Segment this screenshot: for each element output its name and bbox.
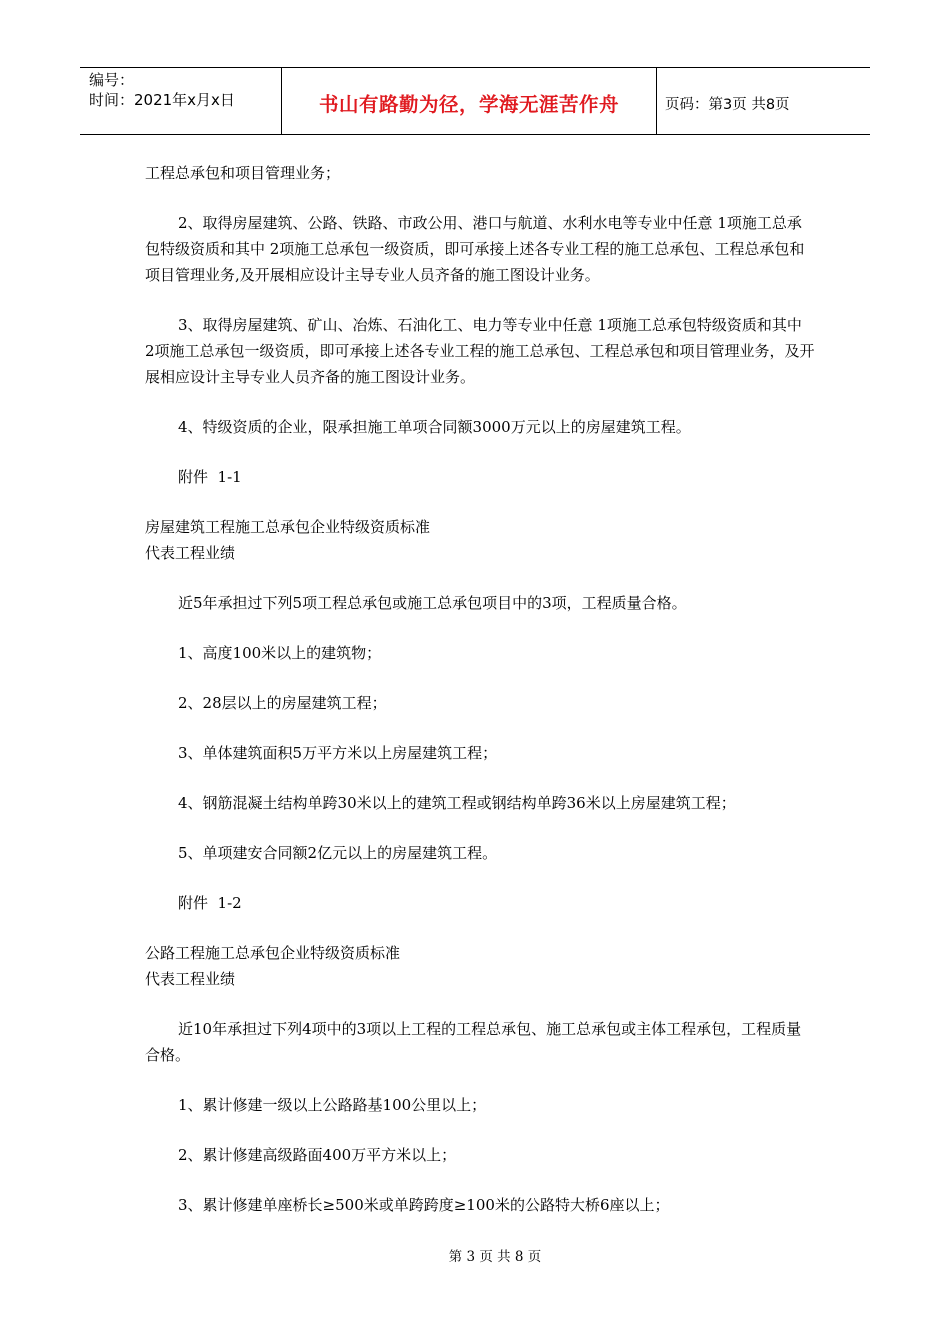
header-meta-cell	[80, 68, 282, 134]
paragraph: 近10年承担过下列4项中的3项以上工程的工程总承包、施工总承包或主体工程承包，工程质量合格。	[145, 1020, 802, 1064]
section-title: 公路工程施工总承包企业特级资质标准	[145, 944, 401, 962]
paragraph: 近5年承担过下列5项工程总承包或施工总承包项目中的3项，工程质量合格。	[178, 594, 687, 612]
date-label: 时间：2021年x月x日	[89, 91, 235, 109]
paragraph: 3、取得房屋建筑、矿山、冶炼、石油化工、电力等专业中任意 1项施工总承包特级资质和其中 2项施工总承包一级资质，即可承接上述各专业工程的施工总承包、工程总承包和项目管理业务，及开展相应设计主导专业人员齐备的施工图设计业务。	[145, 316, 815, 386]
document-header	[80, 67, 870, 135]
section-subtitle: 代表工程业绩	[145, 970, 236, 988]
list-item: 3、累计修建单座桥长≥500米或单跨跨度≥100米的公路特大桥6座以上；	[178, 1196, 670, 1214]
list-item: 1、高度100米以上的建筑物；	[178, 644, 382, 662]
serial-number-label: 编号：	[89, 71, 135, 89]
list-item: 4、钢筋混凝土结构单跨30米以上的建筑工程或钢结构单跨36米以上房屋建筑工程；	[178, 794, 736, 812]
list-item: 2、28层以上的房屋建筑工程；	[178, 694, 387, 712]
paragraph: 2、取得房屋建筑、公路、铁路、市政公用、港口与航道、水利水电等专业中任意 1项施工总承包特级资质和其中 2项施工总承包一级资质，即可承接上述各专业工程的施工总承包、工程总承包和项目管理业务,及开展相应设计主导专业人员齐备的施工图设计业务。	[145, 214, 805, 284]
page-footer: 第 3 页 共 8 页	[448, 1249, 542, 1265]
list-item: 2、累计修建高级路面400万平方米以上；	[178, 1146, 457, 1164]
appendix-label: 附件 1-2	[178, 894, 242, 912]
header-page-code: 页码：第3页 共8页	[665, 96, 790, 113]
document-body	[145, 160, 815, 1218]
list-item: 1、累计修建一级以上公路路基100公里以上；	[178, 1096, 487, 1114]
list-item: 5、单项建安合同额2亿元以上的房屋建筑工程。	[178, 844, 498, 862]
appendix-label: 附件 1-1	[178, 468, 242, 486]
section-subtitle: 代表工程业绩	[145, 544, 236, 562]
paragraph: 工程总承包和项目管理业务；	[145, 164, 341, 182]
section-title: 房屋建筑工程施工总承包企业特级资质标准	[145, 518, 431, 536]
paragraph: 4、特级资质的企业，限承担施工单项合同额3000万元以上的房屋建筑工程。	[178, 418, 691, 436]
header-motto: 书山有路勤为径，学海无涯苦作舟	[282, 68, 657, 134]
list-item: 3、单体建筑面积5万平方米以上房屋建筑工程；	[178, 744, 498, 762]
